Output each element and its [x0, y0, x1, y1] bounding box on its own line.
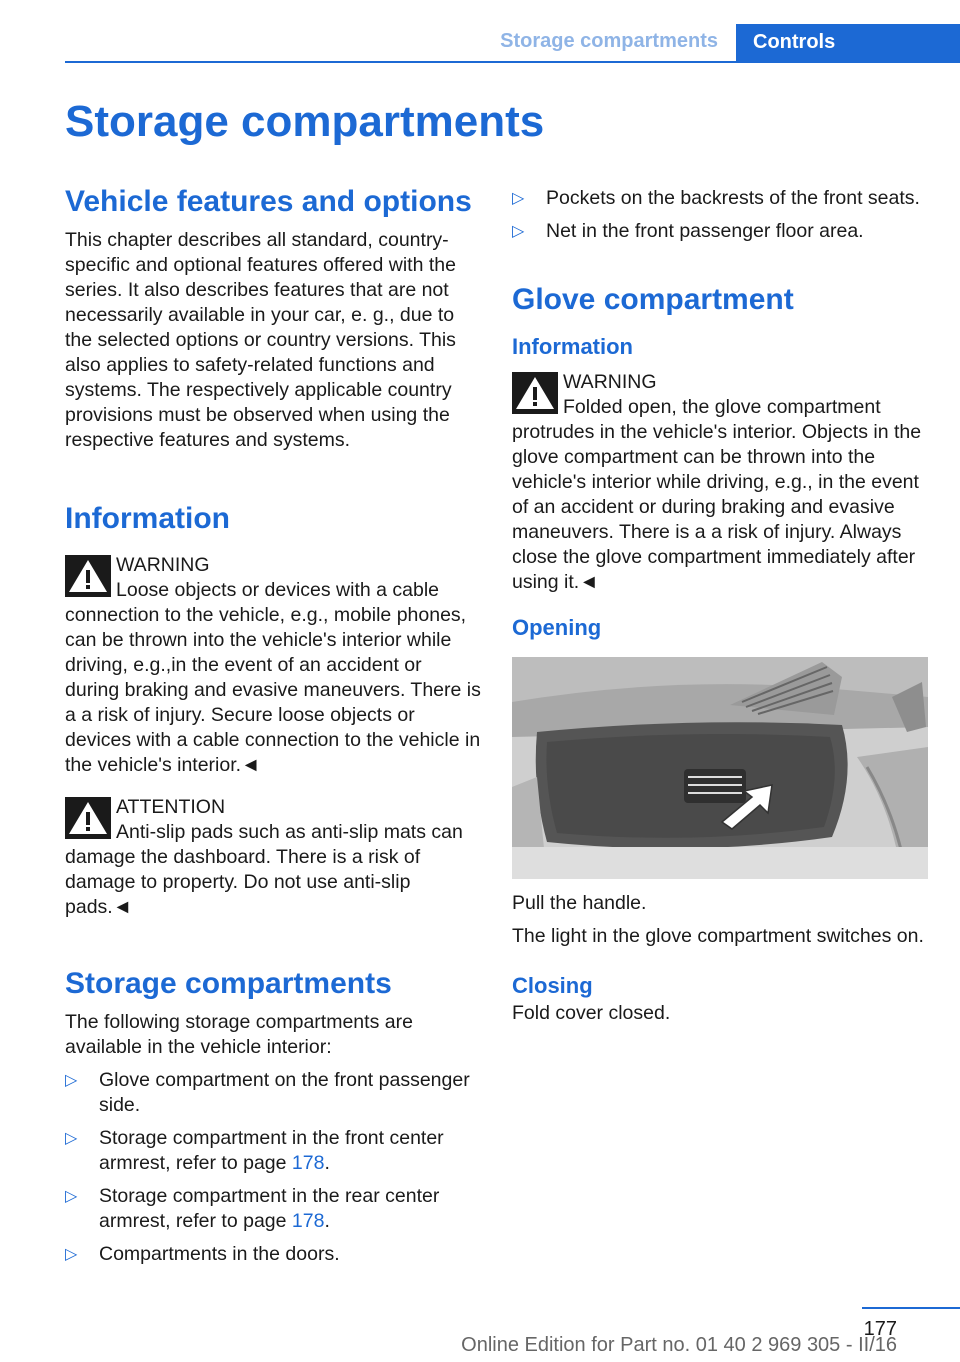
- vehicle-features-text: This chapter describes all standard, country-specific and optional features offered with the series. It also describes features that are not necessarily available in your car, e. g., due to the selected options or country versions. This also applies to safety-related functions and systems. The respectively applicable country provisions must be observed when using the respective features and systems.: [65, 229, 456, 451]
- closing-text: Fold cover closed.: [512, 1002, 671, 1024]
- left-column: [65, 182, 481, 1267]
- header-chapter-tab: [736, 24, 960, 62]
- warning-block: [65, 553, 481, 599]
- attention-block: [65, 795, 481, 841]
- opening-text-1: Pull the handle.: [512, 892, 647, 914]
- list-item: ▷ Pockets on the backrests of the front seats.: [512, 187, 920, 209]
- list-item: ▷ Glove compartment on the front passenger side.: [65, 1069, 470, 1116]
- bullet-icon: ▷: [65, 1130, 78, 1147]
- information-heading: Information: [65, 502, 230, 535]
- list-item: ▷ Compartments in the doors.: [65, 1243, 340, 1265]
- header-rule: [65, 61, 960, 63]
- page-title: Storage compartments: [65, 97, 545, 146]
- bullet-icon: ▷: [512, 223, 525, 240]
- warning-triangle-icon: [512, 372, 558, 414]
- warning-text: Loose objects or devices with a cable connection to the vehicle, e.g., mobile phones, can be thrown into the vehicle's interior while driving, e.g.,in the event of an accident or during braking and evasive maneuvers. There is a a risk of injury. Secure loose objects or devices with a cable connection to the vehicle in the vehicle's interior.◄: [65, 579, 481, 776]
- header-chapter-label: Controls: [753, 31, 836, 53]
- attention-label: ATTENTION: [116, 796, 226, 818]
- list-item: ▷ Storage compartment in the rear center armrest, refer to page 178.: [65, 1185, 440, 1232]
- vehicle-features-heading: Vehicle features and options: [65, 185, 472, 218]
- glove-warning-label: WARNING: [563, 371, 657, 393]
- warning-triangle-icon: [65, 797, 111, 839]
- storage-list-continued: [512, 186, 928, 244]
- glove-information-heading: Information: [512, 334, 633, 359]
- warning-triangle-icon: [65, 555, 111, 597]
- footer-rule: [862, 1307, 960, 1309]
- right-column: [512, 186, 928, 1026]
- opening-heading: Opening: [512, 615, 602, 640]
- header-section-title: Storage compartments: [500, 30, 718, 52]
- opening-text-2: The light in the glove compartment switches on.: [512, 925, 924, 947]
- bullet-icon: ▷: [512, 190, 525, 207]
- page-number: 177: [863, 1318, 897, 1340]
- list-item: ▷ Net in the front passenger floor area.: [512, 220, 864, 242]
- closing-heading: Closing: [512, 973, 593, 998]
- bullet-icon: ▷: [65, 1072, 78, 1089]
- storage-intro-text: The following storage compartments are available in the vehicle interior:: [65, 1011, 413, 1058]
- page-reference-link[interactable]: 178: [291, 1210, 325, 1232]
- glove-compartment-heading: Glove compartment: [512, 283, 794, 316]
- warning-label: WARNING: [116, 554, 210, 576]
- glove-warning-text: Folded open, the glove compartment protrudes in the vehicle's interior. Objects in the glove compartment can be thrown into the vehicle's interior while driving, e.g., in the event of an accident or during braking and evasive maneuvers. There is a a risk of injury. Always close the glove compartment immediately after using it.◄: [512, 396, 922, 593]
- storage-compartments-heading: Storage compartments: [65, 967, 392, 1000]
- bullet-icon: ▷: [65, 1246, 78, 1263]
- attention-text: Anti-slip pads such as anti-slip mats can damage the dashboard. There is a risk of damage to property. Do not use anti-slip pads.◄: [65, 821, 463, 918]
- edition-text: Online Edition for Part no. 01 40 2 969 305 - II/16: [461, 1334, 897, 1356]
- page-reference-link[interactable]: 178: [291, 1152, 325, 1174]
- list-item: ▷ Storage compartment in the front center armrest, refer to page 178.: [65, 1127, 444, 1174]
- glove-warning-block: [512, 370, 928, 416]
- bullet-icon: ▷: [65, 1188, 78, 1205]
- glove-compartment-photo: [512, 657, 928, 879]
- storage-list: [65, 1068, 481, 1267]
